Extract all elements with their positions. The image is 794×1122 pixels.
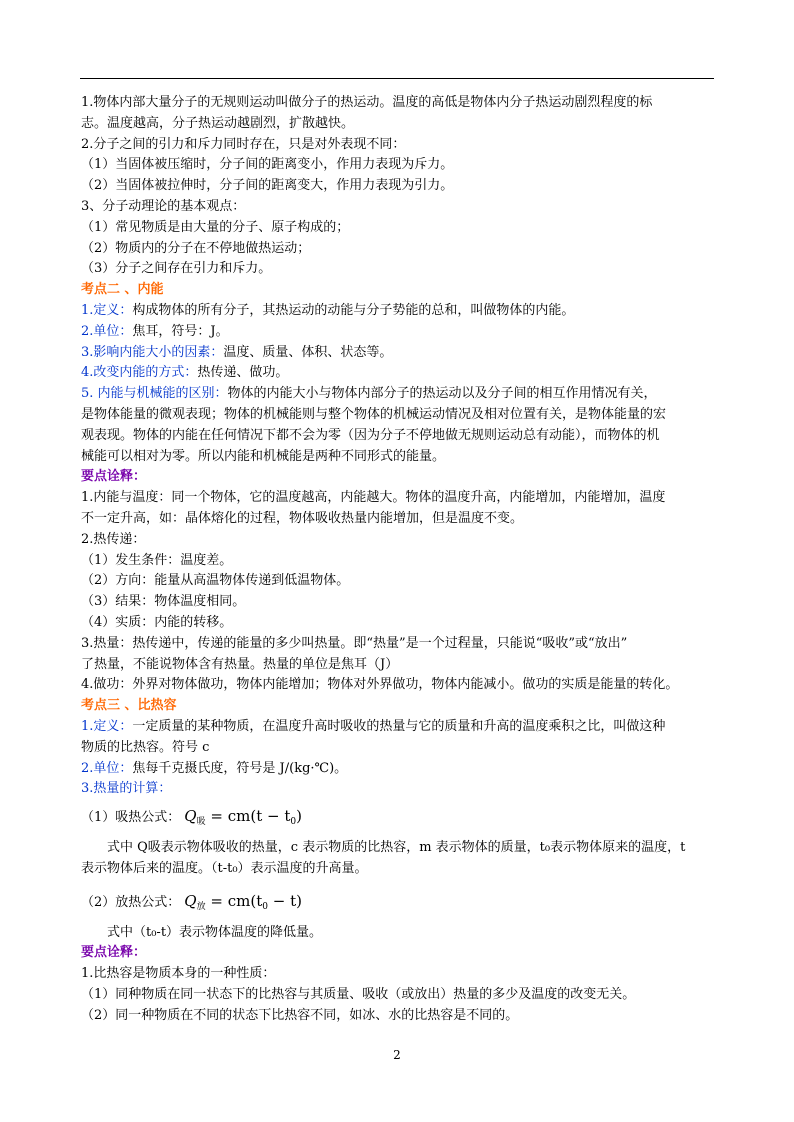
- difference-item: [81, 384, 715, 405]
- text-line: （1）常见物质是由大量的分子、原子构成的；: [81, 219, 350, 235]
- item-text: 焦耳，符号：J。: [132, 323, 229, 339]
- formula-label: （1）吸热公式：: [81, 810, 181, 826]
- text-line: （1）当固体被压缩时，分子间的距离变小，作用力表现为斥力。: [81, 157, 454, 173]
- item-label: 2.单位：: [81, 323, 133, 339]
- text-line: （2）物质内的分子在不停地做热运动；: [81, 240, 311, 256]
- definition-item: [81, 717, 715, 738]
- text-line: 志。温度越高，分子热运动越剧烈，扩散越快。: [81, 115, 355, 131]
- item-text: 物体的内能大小与物体内部分子的热运动以及分子间的相互作用情况有关，: [227, 386, 657, 402]
- text-line: （3）分子之间存在引力和斥力。: [81, 261, 272, 277]
- text-line: （2）同一种物质在不同的状态下比热容不同，如冰、水的比热容是不同的。: [81, 1007, 519, 1023]
- section-heading-internal-energy: 考点二 、内能: [81, 282, 164, 298]
- page-number: 2: [393, 1048, 401, 1062]
- header-rule: [80, 78, 714, 79]
- text-line: （1）发生条件：温度差。: [81, 552, 233, 568]
- factors-item: [81, 343, 715, 364]
- text-line: 式中（t₀-t）表示物体温度的降低量。: [107, 924, 323, 940]
- formula-label: （2）放热公式：: [81, 894, 181, 910]
- text-line: （2）方向：能量从高温物体传递到低温物体。: [81, 573, 350, 589]
- item-label: 2.单位：: [81, 760, 133, 776]
- item-label: 1.定义：: [81, 302, 133, 318]
- text-line: 物质的比热容。符号 c: [81, 739, 210, 755]
- heat-calculation-label: 3.热量的计算：: [81, 781, 172, 797]
- section-heading-specific-heat: 考点三 、比热容: [81, 698, 177, 714]
- text-line: 式中 Q吸表示物体吸收的热量，c 表示物质的比热容，m 表示物体的质量，t₀表示物体原来的温度，t: [107, 840, 686, 856]
- key-points-heading: 要点诠释：: [81, 469, 147, 485]
- release-formula-row: [81, 888, 715, 914]
- methods-item: [81, 363, 715, 384]
- text-line: 不一定升高，如：晶体熔化的过程，物体吸收热量内能增加，但是温度不变。: [81, 510, 524, 526]
- text-line: 4.做功：外界对物体做功，物体内能增加；物体对外界做功，物体内能减小。做功的实质是能量的转化。: [81, 677, 679, 693]
- text-line: 3.热量：热传递中，传递的能量的多少叫热量。即“热量”是一个过程量，只能说“吸收”或“放出”: [81, 635, 628, 651]
- item-text: 构成物体的所有分子，其热运动的动能与分子势能的总和，叫做物体的内能。: [132, 302, 575, 318]
- text-line: 1.比热容是物质本身的一种性质：: [81, 966, 276, 982]
- release-formula: $Q_放 = cm(t_0 - t)$: [184, 891, 302, 912]
- text-line: （3）结果：物体温度相同。: [81, 594, 246, 610]
- text-line: 械能可以相对为零。所以内能和机械能是两种不同形式的能量。: [81, 448, 446, 464]
- absorb-formula-row: [81, 803, 715, 829]
- text-line: 观表现。物体的内能在任何情况下都不会为零（因为分子不停地做无规则运动总有动能），而物体的机: [81, 427, 660, 443]
- text-line: （2）当固体被拉伸时，分子间的距离变大，作用力表现为引力。: [81, 178, 454, 194]
- item-label: 5. 内能与机械能的区别：: [81, 386, 228, 402]
- text-line: （1）同种物质在同一状态下的比热容与其质量、吸收（或放出）热量的多少及温度的改变无关。: [81, 987, 636, 1003]
- text-line: 是物体能量的微观表现；物体的机械能则与整个物体的机械运动情况及相对位置有关，是物体能量的宏: [81, 406, 667, 422]
- key-points-heading: 要点诠释：: [81, 945, 147, 961]
- text-line: 3、分子动理论的基本观点：: [81, 198, 246, 214]
- text-line: 2.热传递：: [81, 531, 146, 547]
- text-line: （4）实质：内能的转移。: [81, 614, 233, 630]
- text-line: 表示物体后来的温度。（t-t₀）表示温度的升高量。: [81, 860, 368, 876]
- text-line: 1.内能与温度：同一个物体，它的温度越高，内能越大。物体的温度升高，内能增加，内能增加，温度: [81, 490, 666, 506]
- definition-item: [81, 301, 715, 322]
- page-content: [81, 93, 715, 1027]
- item-label: 1.定义：: [81, 718, 133, 734]
- item-text: 温度、质量、体积、状态等。: [223, 344, 393, 360]
- unit-item: [81, 759, 715, 780]
- text-line: 2.分子之间的引力和斥力同时存在，只是对外表现不同：: [81, 136, 406, 152]
- absorb-formula: $Q_吸 = cm(t - t_0)$: [184, 807, 302, 828]
- item-label: 4.改变内能的方式：: [81, 365, 198, 381]
- item-text: 一定质量的某种物质，在温度升高时吸收的热量与它的质量和升高的温度乘积之比，叫做这种: [132, 718, 666, 734]
- text-line: 1.物体内部大量分子的无规则运动叫做分子的热运动。温度的高低是物体内分子热运动剧烈程度的标: [81, 95, 653, 110]
- unit-item: [81, 322, 715, 343]
- item-label: 3.影响内能大小的因素：: [81, 344, 224, 360]
- item-text: 热传递、做功。: [197, 365, 289, 381]
- text-line: 了热量，不能说物体含有热量。热量的单位是焦耳（J）: [81, 656, 399, 672]
- item-text: 焦每千克摄氏度，符号是 J/(kg·℃)。: [132, 760, 348, 776]
